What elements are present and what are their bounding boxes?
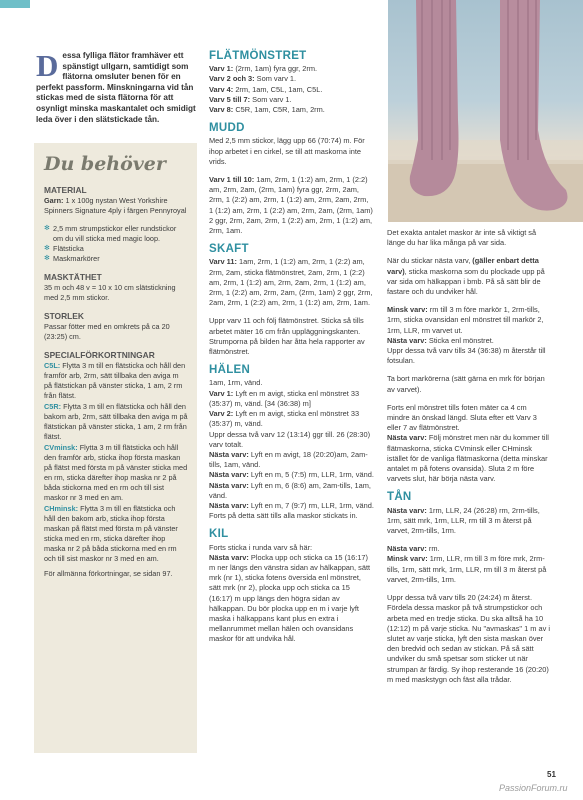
right-text-4: Forts enl mönstret tills foten mäter ca 4 cm mindre än önskad längd. Sluta efter ett Varv 3 eller 7 av flätmönstret. [387,402,537,433]
abbreviations-heading: SPECIALFÖRKORTNINGAR [44,350,155,360]
photo-caption: Det exakta antalet maskor är inte så viktigt så länge du har lika många på var sida. [387,228,537,248]
pattern-row: Varv 5 till 7: Som varv 1. [209,94,292,104]
heel-row: Nästa varv: Lyft en m avigt, 18 (20:20)am, 2am-tills, 1am, vänd. [209,449,368,470]
heel-intro: 1am, 1rm, vänd. [209,378,263,388]
cable-pattern-rows [209,64,374,115]
tool-item: ✻ 2,5 mm strumpstickor eller rundstickor om du vill sticka med magic loop. [44,224,177,243]
bullet-icon: ✻ [44,255,50,262]
right-text-1: När du stickar nästa varv, (gäller enbart detta varv), sticka maskorna som du plockade upp på var sida om hälkappan i bmb. På så sätt blir de fastare och du undviker hål. [387,256,545,297]
heel-row: Nästa varv: Lyft en m, 6 (8:6) am, 2am-tills, 1am, vänd. [209,480,371,500]
toe-row-1: Nästa varv: 1rm, LLR, 24 (26:28) rm, 2rm-tills, 1rm, sätt mrk, 1rm, LLR, rm till 3 m återst på varvet, 2rm-tills, 1rm. [387,505,540,536]
drop-cap: D [36,48,59,83]
heel-row: Varv 2: Lyft en m avigt, sticka enl mönstret 33 (35:37) m, vänd. [209,409,360,429]
gauge-text: 35 m och 48 v = 10 x 10 cm slätstickning med 2,5 mm stickor. [44,283,176,302]
gusset-text-2: Nästa varv: Plocka upp och sticka ca 15 (16:17) m ner längs den vänstra sidan av hälkappan, sätt mrk (nr 1), sticka fotens översida enl mönstret, sätt mrk (nr 2), plocka upp och sticka ca 15 (16:17) m upp längs den högra sidan av hälkappan. Du bör plocka upp en m i varje lyft maska i hälkappans kant plus en extra i mellanrummet mellan hälen och ovansidans maskor för att undvika hål. [209,552,371,644]
right-text-2: Uppr dessa två varv tills 34 (36:38) m återstår till fotsulan. [387,346,546,366]
pattern-row: Varv 2 och 3: Som varv 1. [209,74,297,84]
abbreviation-item: CVminsk: Flytta 3 m till flätsticka och håll den framför arb, sticka ihop första maskan på flätst med första m på vänster sticka med en rm, sticka därefter ihop maska nr 2 på båda stickorna med en rm och till sist maskor nr 3 med en am. [44,443,188,502]
tool-item: ✻ Flätsticka [44,244,84,253]
right-text-5: Nästa varv: Följ mönstret men när du kommer till flätmaskorna, sticka CVminsk eller CHminsk istället för de vanliga flätmaskorna (detta minskar antalet m på fotens ovansida). Sluta 2 m före varvets slut, här börja nästa varv. [387,433,549,484]
middle-column [209,51,374,645]
bullet-icon: ✻ [44,245,50,252]
abbreviation-item: C5R: Flytta 3 m till en flätsticka och håll den bakom arb, 2rm, sätt tillbaka den avigа m på flätstickan på vänster sticka, 1 am, 2 rm från flätst. [44,402,188,441]
cuff-text-2: Varv 1 till 10: 1am, 2rm, 1 (1:2) am, 2rm, 1 (2:2) am, 2rm, 2am, (2rm, 1am) fyra ggr, 2rm, 2am, 2rm, 1 (2:2) am, 2rm, 1 (1:2) am, 2rm, 2am, 2rm, 1 (1:2) am, 2rm, 1 (2:2) am, 2rm, 2am, (2rm, 1am) 2 ggr, 2rm, 2am, 2rm, 1 (2:2) am, 2rm, 1 (1:2) am, 2rm, 1am. [209,175,373,236]
pattern-row: Varv 8: C5R, 1am, C5R, 1am, 2rm. [209,105,325,115]
toe-row-2: Nästa varv: rm. [387,544,440,554]
heel-heading: HÄLEN [209,364,251,377]
intro-text: essa fylliga flätor framhäver ett spänstigt ullgarn, samtidigt som flätorna omsluter benen för en perfekt passform. Minskningarna vid tån stickas med de sista flätorna för att osynligt minska maskantalet och smidigt leda över i den slätstickade tån. [36,51,196,124]
sock-photo [388,0,583,222]
sock-illustration [388,0,583,222]
leg-heading: SKAFT [209,243,249,256]
yarn-line: Garn: 1 x 100g nystan West Yorkshire Spinners Signature 4ply i färgen Pennyroyal [44,196,187,215]
corner-accent [0,0,30,8]
next-row: Nästa varv: Sticka enl mönstret. [387,335,494,345]
tools-list [44,224,188,264]
cuff-heading: MUDD [209,122,245,135]
gusset-heading: KIL [209,528,229,541]
material-heading: MATERIAL [44,185,87,195]
abbreviation-item: CHminsk: Flytta 3 m till en flätsticka och håll den bakom arb, sticka ihop första maskan på flätst med första m på vänster sticka med en rm, sticka därefter ihop maska nr 2 på båda stickorna med en rm och till sist maskor nr 3 med en am. [44,504,178,563]
gauge-heading: MASKTÄTHET [44,272,102,282]
heel-row: Uppr dessa två varv 12 (13:14) ggr till. 26 (28:30) varv totalt. [209,429,371,449]
bullet-icon: ✻ [44,225,50,232]
page-number: 51 [547,770,556,779]
toe-row-3: Minsk varv: 1rm, LLR, rm till 3 m före mrk, 2rm-tills, 1rm, sätt mrk, 1rm, LLR, rm till 3 m återst på varvet, 2rm-tills, 1rm. [387,554,547,584]
pattern-heading: FLÄTMÖNSTRET [209,50,307,62]
abbreviations-list [44,361,188,564]
heel-row: Nästa varv: Lyft en m, 5 (7:5) rm, LLR, 1rm, vänd. [209,470,374,480]
cuff-text-1: Med 2,5 mm stickor, lägg upp 66 (70:74) m. För ihop arbetet i en cirkel, se till att maskorna inte vrids. [209,136,365,166]
right-text-3: Ta bort markörerna (sätt gärna en mrk för början av varvet). [387,374,545,394]
abbreviation-item: C5L: Flytta 3 m till en flätsticka och håll den framför arb, 2rm, sätt tillbaka den avigа m på flätstickan på vänster sticka, 1 am, 2 rm från flätst. [44,361,186,400]
heel-row: Varv 1: Lyft en m avigt, sticka enl mönstret 33 (35:37) m, vänd. [34 (36:38) m] [209,388,360,408]
pattern-row: Varv 4: 2rm, 1am, C5L, 1am, C5L. [209,84,323,94]
heel-row: Forts på detta sätt tills alla maskor stickats in. [209,511,358,521]
heel-rows [209,389,374,522]
pattern-row: Varv 1: (2rm, 1am) fyra ggr, 2rm. [209,64,318,74]
sidebar-title: Du behöver [44,153,166,175]
sidebar-footer: För allmänna förkortningar, se sidan 97. [44,569,173,578]
gusset-text-1: Forts sticka i runda varv så här: [209,542,313,552]
size-heading: STORLEK [44,311,84,321]
intro-paragraph [36,48,196,125]
heel-row: Nästa varv: Lyft en m, 7 (9:7) rm, LLR, 1rm, vänd. [209,500,374,510]
toe-finish: Uppr dessa två varv tills 20 (24:24) m återst. Fördela dessa maskor på två strumpstickor och arbeta med en tredje sticka. Du ska alltså ha 10 (12:12) m på varje sticka. Nu "avmaskas" 1 m av i slutet av varje sticka, lyft den sista maskan över den bredvid och sedan av stickan. På så sätt undviker du små spetsar som sticker ut när strumpan är färdig. Sy ihop resterande 16 (20:20) m med maskstygn och fäst alla trådar. [387,593,550,684]
right-column [387,228,550,693]
size-text: Passar fötter med en omkrets på ca 20 (23:25) cm. [44,322,170,341]
watermark: PassionForum.ru [499,783,568,793]
leg-text-1: Varv 11: 1am, 2rm, 1 (1:2) am, 2rm, 1 (2:2) am, 2rm, 2am, sticka flätmönstret, 2am, 2rm, 1 (2:2) am, 2rm, 1 (1:2) am, 2rm, 2am, 2rm, 1 (1:2) am, 2rm, 1 (2:2) am, 2rm, 2am, (2rm, 1am) 2 ggr, 2rm, 2am, 2rm, 1 (2:2) am, 2rm, 1 (1:2) am, 2rm, 1am. [209,257,373,308]
tool-item: ✻ Maskmarkörer [44,254,100,263]
materials-sidebar [34,143,197,753]
leg-text-2: Uppr varv 11 och följ flätmönstret. Sticka så tills arbetet mäter 16 cm från uppläggningskanten. Strumporna på bilden har åtta hela rapporter av flätmönstret. [209,316,365,357]
toe-heading: TÅN [387,491,412,504]
decrease-row: Minsk varv: rm till 3 m före markör 1, 2rm-tills, 1rm, sticka ovansidan enl mönstret till markör 2, 1rm, LLR, rm varvet ut. [387,305,544,335]
